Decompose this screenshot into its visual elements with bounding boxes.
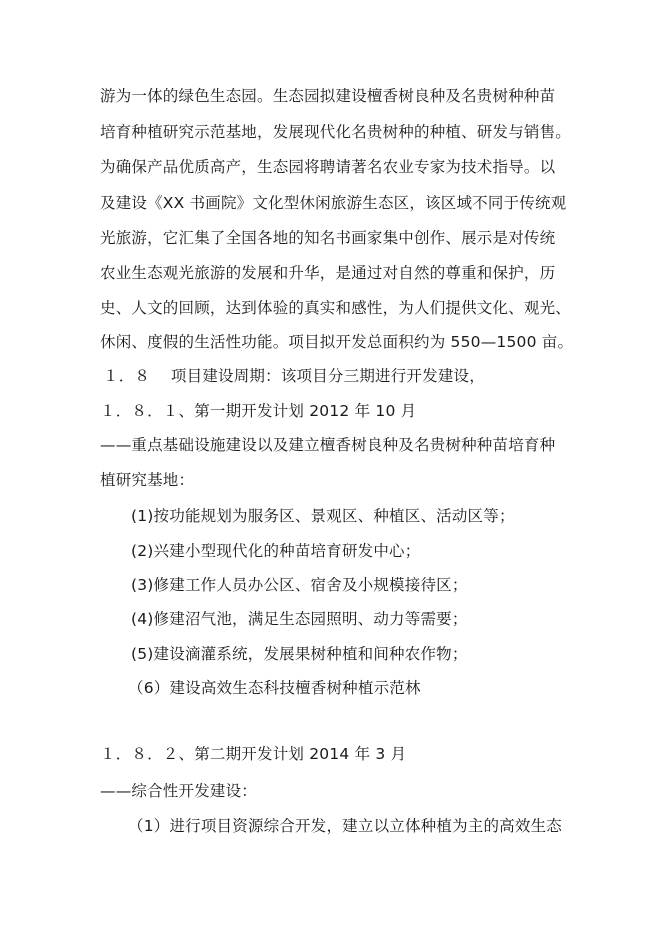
phase1-intro-line: ——重点基础设施建设以及建立檀香树良种及名贵树种种苗培育种 <box>100 436 556 454</box>
section-heading-1-8: １．８ 项目建设周期：该项目分三期进行开发建设， <box>103 367 485 385</box>
phase2-list-item: （1）进行项目资源综合开发，建立以立体种植为主的高效生态 <box>128 817 562 835</box>
section-heading-1-8-1: １．８．１、第一期开发计划 2012 年 10 月 <box>100 402 417 420</box>
body-text-line: 游为一体的绿色生态园。生态园拟建设檀香树良种及名贵树种种苗 <box>100 87 556 105</box>
phase1-list-item: (4)修建沼气池，满足生态园照明、动力等需要； <box>131 610 468 628</box>
body-text-line: 农业生态观光旅游的发展和升华，是通过对自然的尊重和保护，历 <box>100 264 556 282</box>
phase1-list-item: (2)兴建小型现代化的种苗培育研发中心； <box>131 542 421 560</box>
phase1-intro-line: 植研究基地： <box>100 471 195 489</box>
phase1-list-item: （6）建设高效生态科技檀香树种植示范林 <box>128 679 421 697</box>
body-text-line: 休闲、度假的生活性功能。项目拟开发总面积约为 550—1500 亩。 <box>100 333 574 351</box>
phase1-list-item: (1)按功能规划为服务区、景观区、种植区、活动区等； <box>131 507 515 525</box>
phase1-list-item: (5)建设滴灌系统，发展果树种植和间种农作物； <box>131 645 468 663</box>
body-text-line: 培育种植研究示范基地，发展现代化名贵树种的种植、研发与销售。 <box>100 123 572 141</box>
body-text-line: 为确保产品优质高产，生态园将聘请著名农业专家为技术指导。以 <box>100 158 556 176</box>
body-text-line: 及建设《XX 书画院》文化型休闲旅游生态区，该区域不同于传统观 <box>100 194 567 212</box>
body-text-line: 史、人文的回顾，达到体验的真实和感性，为人们提供文化、观光、 <box>100 299 572 317</box>
body-text-line: 光旅游，它汇集了全国各地的知名书画家集中创作、展示是对传统 <box>100 229 556 247</box>
section-heading-1-8-2: １．８．２、第二期开发计划 2014 年 3 月 <box>100 745 407 763</box>
phase2-intro-line: ——综合性开发建设： <box>100 782 258 800</box>
phase1-list-item: (3)修建工作人员办公区、宿舍及小规模接待区； <box>131 576 468 594</box>
